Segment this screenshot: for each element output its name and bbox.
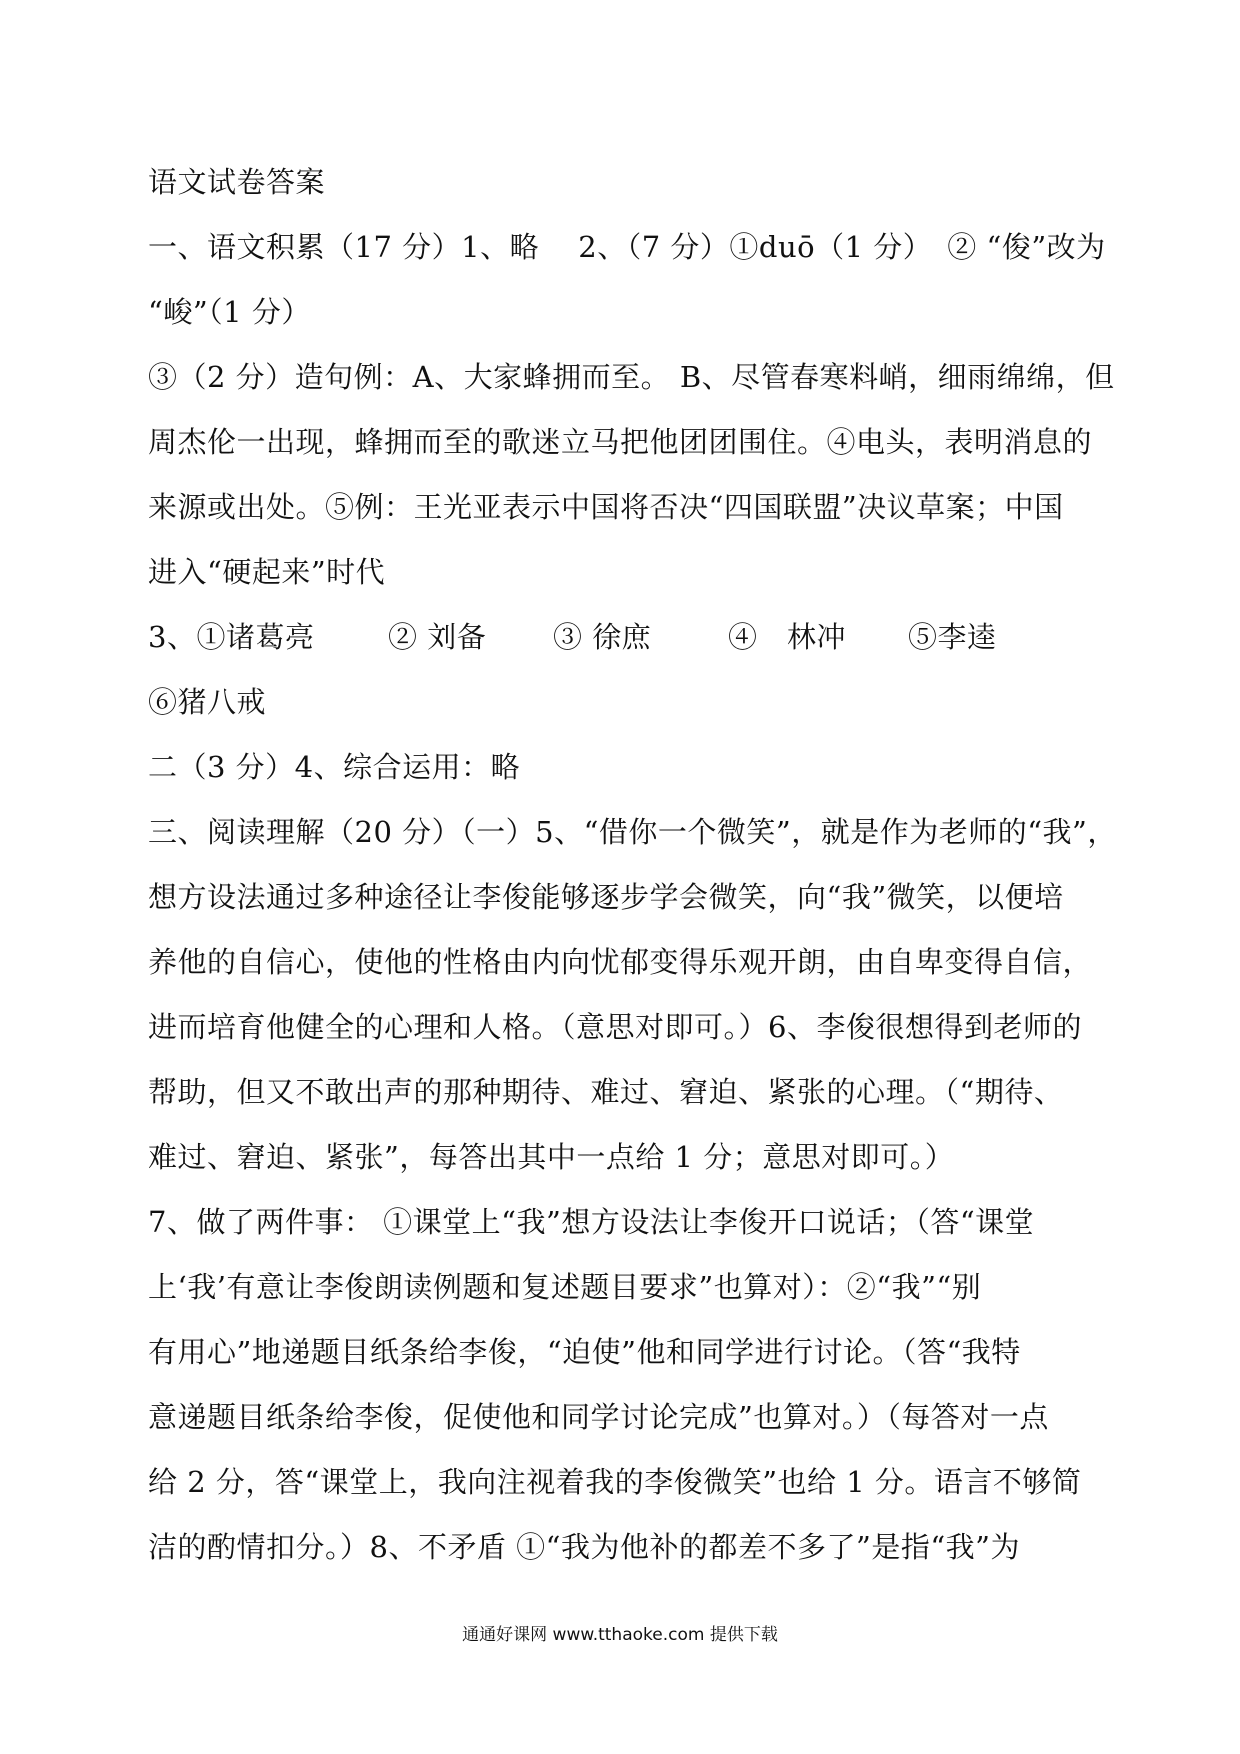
text-line: ⑥猪八戒: [148, 685, 267, 719]
answer-item: ④ 林冲: [728, 620, 847, 654]
text-line: 想方设法通过多种途径让李俊能够逐步学会微笑，向“我”微笑，以便培: [148, 880, 1064, 914]
text-line: 进入“硬起来”时代: [148, 555, 386, 589]
text-line: 周杰伦一出现，蜂拥而至的歌迷立马把他团团围住。④电头，表明消息的: [148, 425, 1093, 459]
text-line: 帮助，但又不敢出声的那种期待、难过、窘迫、紧张的心理。（“期待、: [148, 1075, 1064, 1109]
text-line: 难过、窘迫、紧张”，每答出其中一点给 1 分；意思对即可。）: [148, 1140, 955, 1174]
answer-item: 3、①诸葛亮: [148, 620, 315, 654]
download-source-footer: 通通好课网 www.tthaoke.com 提供下载: [462, 1625, 778, 1645]
text-line: 洁的酌情扣分。）8、不矛盾 ①“我为他补的都差不多了”是指“我”为: [148, 1530, 1020, 1564]
answer-item: ⑤李逵: [908, 620, 997, 654]
text-line: 进而培育他健全的心理和人格。（意思对即可。）6、李俊很想得到老师的: [148, 1010, 1082, 1044]
answer-content: [148, 150, 1117, 1580]
answer-item: ③ 徐庶: [553, 620, 652, 654]
text-line: 养他的自信心，使他的性格由内向忧郁变得乐观开朗，由自卑变得自信，: [148, 945, 1093, 979]
document-title: 语文试卷答案: [148, 165, 326, 199]
text-line: ③（2 分）造句例：A、大家蜂拥而至。 B、尽管春寒料峭，细雨绵绵，但: [148, 360, 1115, 394]
text-line: 意递题目纸条给李俊，促使他和同学讨论完成”也算对。）（每答对一点: [148, 1400, 1049, 1434]
character-answers-row: [148, 605, 1098, 670]
text-line: “峻”（1 分）: [148, 295, 311, 329]
text-line: 7、做了两件事： ①课堂上“我”想方设法让李俊开口说话；（答“课堂: [148, 1205, 1035, 1239]
text-line: 有用心”地递题目纸条给李俊，“迫使”他和同学进行讨论。（答“我特: [148, 1335, 1021, 1369]
text-line: 二（3 分）4、综合运用：略: [148, 750, 521, 784]
answer-item: ② 刘备: [388, 620, 487, 654]
text-line: 三、阅读理解（20 分）（一）5、“借你一个微笑”，就是作为老师的“我”，: [148, 815, 1117, 849]
text-line: 上‘我’有意让李俊朗读例题和复述题目要求”也算对）：②“我”“别: [148, 1270, 982, 1304]
text-line: 来源或出处。⑤例：王光亚表示中国将否决“四国联盟”决议草案；中国: [148, 490, 1064, 524]
text-line: 给 2 分，答“课堂上，我向注视着我的李俊微笑”也给 1 分。语言不够简: [148, 1465, 1082, 1499]
text-line: 一、语文积累（17 分）1、略 2、（7 分）①duō（1 分） ② “俊”改为: [148, 230, 1106, 264]
